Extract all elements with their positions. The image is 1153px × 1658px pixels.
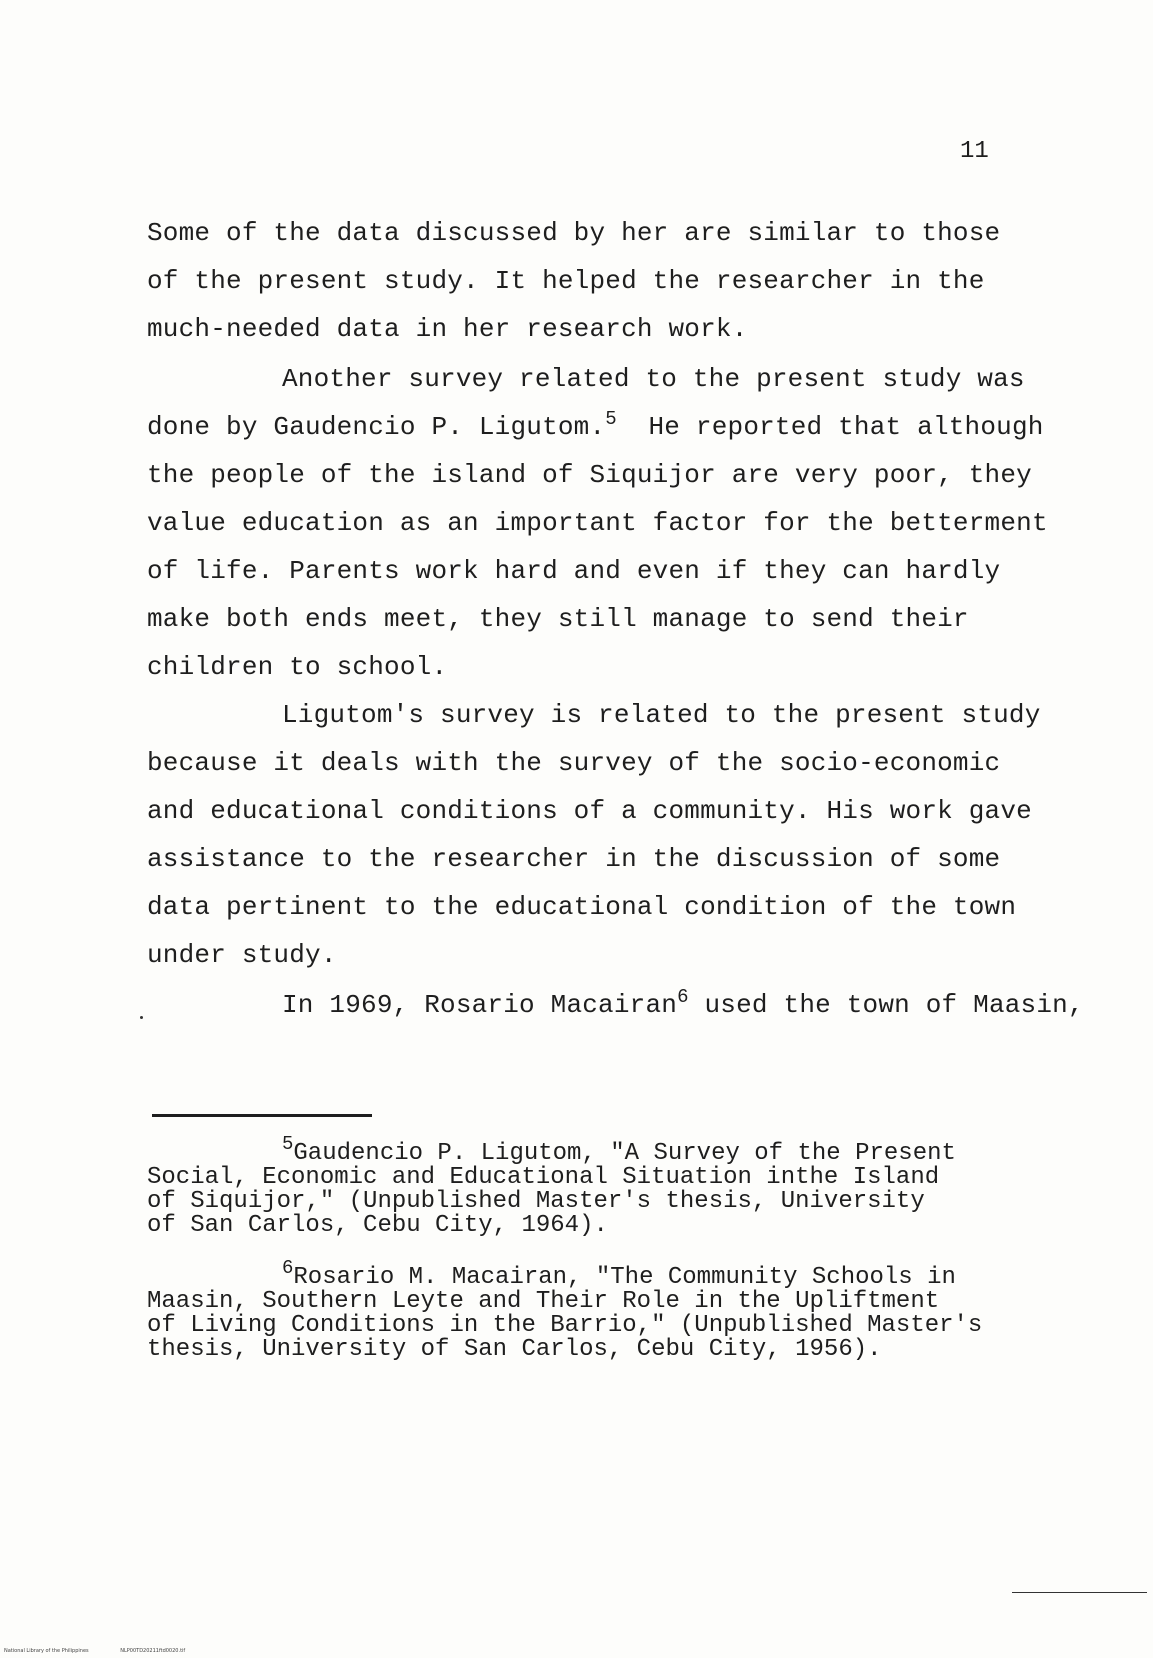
- footnote-line: Social, Economic and Educational Situation inthe Island: [147, 1164, 940, 1191]
- footnote-line: thesis, University of San Carlos, Cebu City, 1956).: [147, 1336, 882, 1363]
- body-line: Another survey related to the present study was: [282, 364, 1025, 394]
- scan-artifact-dot: [140, 1016, 143, 1019]
- archive-footer: [4, 1648, 215, 1654]
- body-line: data pertinent to the educational condition of the town: [147, 892, 1017, 922]
- body-line: much-needed data in her research work.: [147, 314, 748, 344]
- body-line-text: In 1969, Rosario Macairan: [282, 990, 678, 1020]
- body-line: and educational conditions of a community. His work gave: [147, 796, 1032, 826]
- footnote-marker-6: 6: [282, 1257, 294, 1279]
- body-line: Ligutom's survey is related to the present study: [282, 700, 1041, 730]
- scan-artifact-line: [1012, 1592, 1147, 1593]
- page-number: 11: [960, 138, 989, 165]
- body-line-text: done by Gaudencio P. Ligutom.: [147, 412, 606, 442]
- footnote-line: $^6$Rosario M. Macairan, "The Community Schools in: [282, 1257, 956, 1291]
- archive-file-id: NLP00TD20211ftd0020.tif: [120, 1648, 186, 1654]
- body-line: assistance to the researcher in the discussion of some: [147, 844, 1001, 874]
- body-line: make both ends meet, they still manage to send their: [147, 604, 969, 634]
- body-line: the people of the island of Siquijor are very poor, they: [147, 460, 1032, 490]
- body-line: children to school.: [147, 652, 448, 682]
- footnote-line: of San Carlos, Cebu City, 1964).: [147, 1212, 608, 1239]
- body-line: [282, 986, 1084, 1020]
- body-line: Some of the data discussed by her are similar to those: [147, 218, 1001, 248]
- body-line: of the present study. It helped the researcher in the: [147, 266, 985, 296]
- footnote-line: Maasin, Southern Leyte and Their Role in the Upliftment: [147, 1288, 940, 1315]
- footnote-line: of Siquijor," (Unpublished Master's thesis, University: [147, 1188, 925, 1215]
- footnote-line: of Living Conditions in the Barrio," (Unpublished Master's: [147, 1312, 983, 1339]
- footnote-ref-6: 6: [677, 986, 689, 1008]
- footnote-line: $^5$Gaudencio P. Ligutom, "A Survey of the Present: [282, 1133, 956, 1167]
- footnote-marker-5: 5: [282, 1133, 294, 1155]
- body-line: [147, 408, 1044, 442]
- archive-library: National Library of the Philippines: [4, 1648, 89, 1654]
- body-line: under study.: [147, 940, 337, 970]
- body-line-text: He reported that although: [648, 412, 1044, 442]
- body-line: of life. Parents work hard and even if they can hardly: [147, 556, 1001, 586]
- body-line-text: used the town of Maasin,: [704, 990, 1084, 1020]
- footnote-separator: [152, 1114, 372, 1117]
- body-line: because it deals with the survey of the socio-economic: [147, 748, 1001, 778]
- footnote-ref-5: 5: [605, 408, 617, 430]
- body-line: value education as an important factor for the betterment: [147, 508, 1048, 538]
